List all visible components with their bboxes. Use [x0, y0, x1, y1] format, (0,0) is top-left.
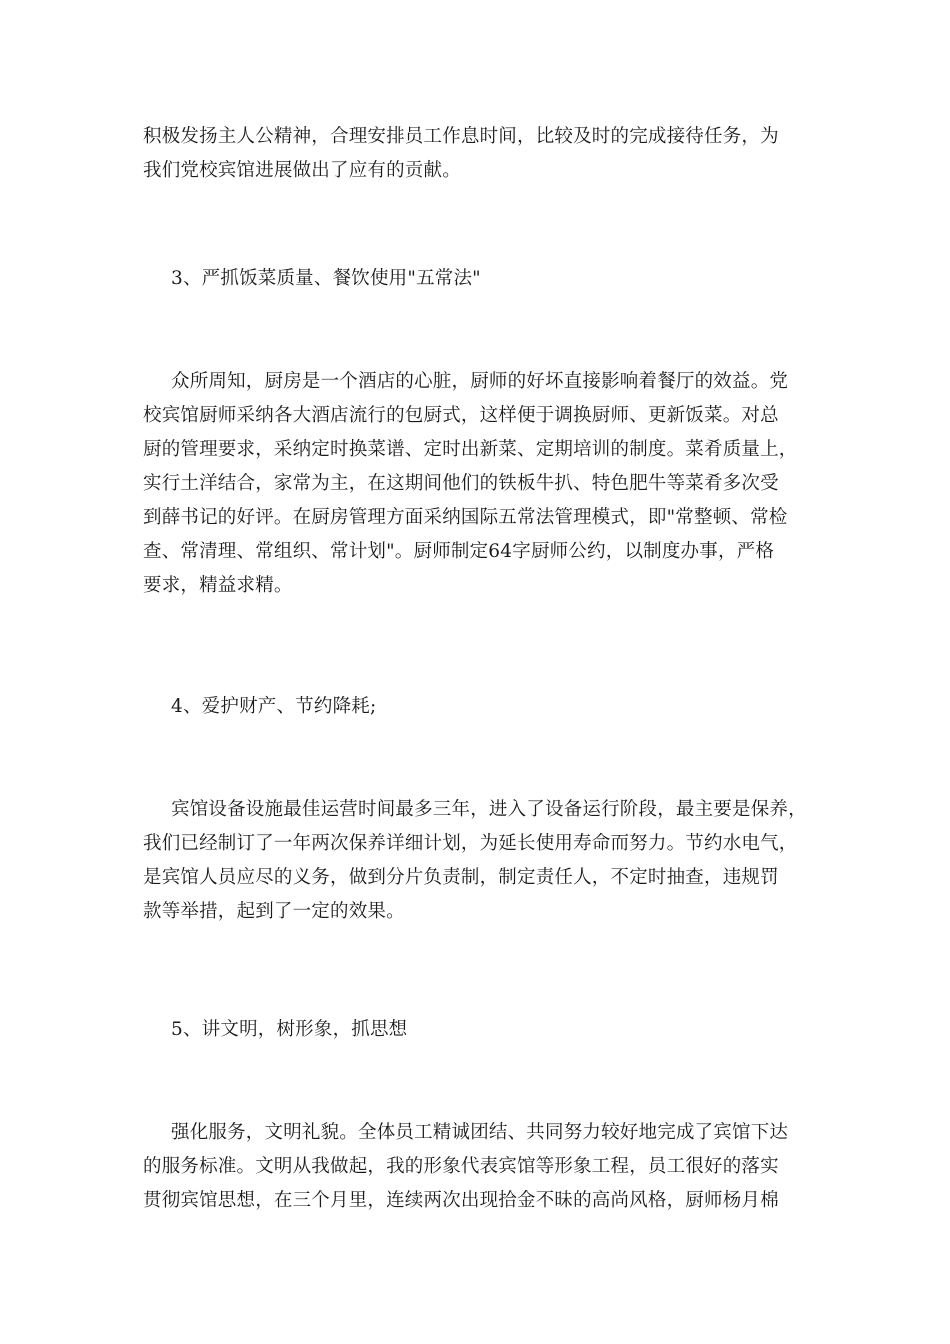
text-line: 厨的管理要求，采纳定时换菜谱、定时出新菜、定期培训的制度。菜肴质量上，	[143, 439, 798, 460]
text-line: 要求，精益求精。	[143, 575, 293, 596]
paragraph-kitchen	[143, 365, 833, 603]
text-line: 查、常清理、常组织、常计划"。厨师制定64字厨师公约，以制度办事，严格	[143, 541, 775, 562]
text-line: 是宾馆人员应尽的义务，做到分片负责制，制定责任人，不定时抽查，违规罚	[143, 867, 779, 888]
text-line: 贯彻宾馆思想，在三个月里，连续两次出现拾金不昧的高尚风格，厨师杨月棉	[143, 1190, 779, 1211]
text-line: 款等举措，起到了一定的效果。	[143, 901, 405, 922]
heading-text: 4、爱护财产、节约降耗;	[171, 696, 377, 717]
text-line: 我们已经制订了一年两次保养详细计划，为延长使用寿命而努力。节约水电气，	[143, 833, 798, 854]
text-line: 强化服务，文明礼貌。全体员工精诚团结、共同努力较好地完成了宾馆下达	[171, 1122, 789, 1143]
text-line: 宾馆设备设施最佳运营时间最多三年，进入了设备运行阶段，最主要是保养，	[171, 799, 807, 820]
paragraph-intro-tail	[143, 120, 833, 188]
text-line: 到薛书记的好评。在厨房管理方面采纳国际五常法管理模式，即"常整顿、常检	[143, 507, 788, 528]
section-heading-4	[143, 690, 833, 724]
text-line: 的服务标准。文明从我做起，我的形象代表宾馆等形象工程，员工很好的落实	[143, 1156, 779, 1177]
paragraph-property	[143, 793, 833, 929]
text-line: 实行土洋结合，家常为主，在这期间他们的铁板牛扒、特色肥牛等菜肴多次受	[143, 473, 779, 494]
text-line: 众所周知，厨房是一个酒店的心脏，厨师的好坏直接影响着餐厅的效益。党	[171, 371, 789, 392]
section-heading-5	[143, 1013, 833, 1047]
heading-text: 5、讲文明，树形象，抓思想	[171, 1019, 408, 1040]
text-line: 校宾馆厨师采纳各大酒店流行的包厨式，这样便于调换厨师、更新饭菜。对总	[143, 405, 779, 426]
section-heading-3	[143, 262, 833, 296]
paragraph-civility	[143, 1116, 833, 1218]
heading-text: 3、严抓饭菜质量、餐饮使用"五常法"	[171, 268, 481, 289]
text-line: 积极发扬主人公精神，合理安排员工作息时间，比较及时的完成接待任务，为	[143, 126, 779, 147]
text-line: 我们党校宾馆进展做出了应有的贡献。	[143, 160, 461, 181]
